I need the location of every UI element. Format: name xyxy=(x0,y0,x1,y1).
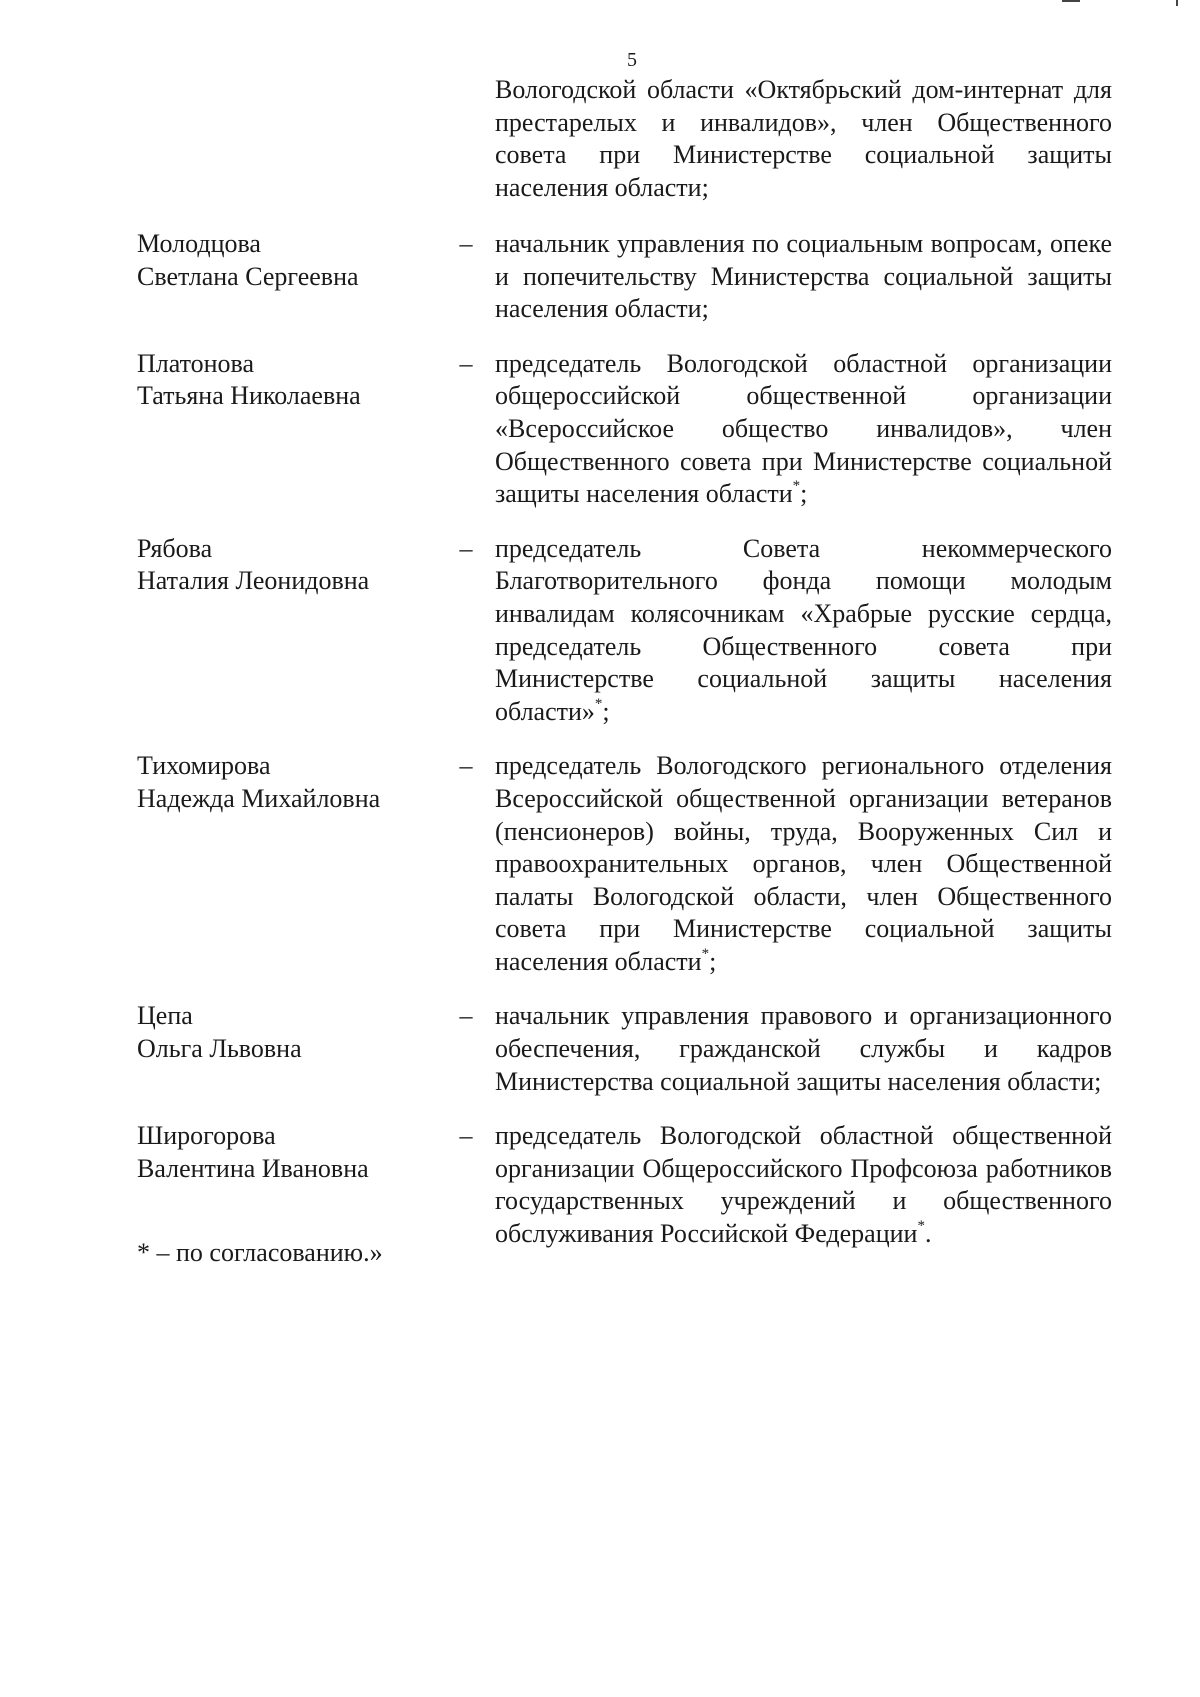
member-entry xyxy=(137,348,1112,511)
member-surname: Рябова xyxy=(137,533,213,563)
member-entry xyxy=(137,750,1112,978)
member-entry xyxy=(137,533,1112,729)
member-given-names: Валентина Ивановна xyxy=(137,1153,369,1183)
member-name xyxy=(137,1120,437,1250)
member-surname: Тихомирова xyxy=(137,751,271,781)
footnote: * – по согласованию.» xyxy=(137,1238,383,1267)
member-name xyxy=(137,348,437,511)
entry-ending: . xyxy=(924,1219,932,1249)
entry-ending: ; xyxy=(1094,1066,1102,1096)
dash-separator: – xyxy=(459,348,473,378)
member-position-text: председатель Совета некоммерческого Благотворительного фонда помощи молодым инвалидам колясочникам «Храбрые русские сердца, председатель Общественного совета при Министерстве социальной защиты населения области» xyxy=(495,533,1112,726)
member-surname: Цепа xyxy=(137,1001,193,1031)
member-position xyxy=(495,533,1112,729)
member-position-text: председатель Вологодской областной организации общероссийской общественной организации «Всероссийское общество инвалидов», член Общественного совета при Министерстве социальной защиты населения области xyxy=(495,348,1112,509)
member-entry xyxy=(137,228,1112,326)
scan-mark xyxy=(1176,0,1178,6)
member-given-names: Светлана Сергеевна xyxy=(137,261,359,291)
member-position xyxy=(495,750,1112,978)
member-position xyxy=(495,1000,1112,1098)
member-given-names: Надежда Михайловна xyxy=(137,783,381,813)
member-name xyxy=(137,228,437,326)
agreement-asterisk: * xyxy=(594,695,603,712)
member-position xyxy=(495,348,1112,511)
member-given-names: Татьяна Николаевна xyxy=(137,381,361,411)
member-position xyxy=(495,228,1112,326)
member-given-names: Ольга Львовна xyxy=(137,1034,302,1064)
member-name xyxy=(137,750,437,978)
continued-description: Вологодской области «Октябрьский дом-интернат для престарелых и инвалидов», член Общественного совета при Министерстве социальной защиты населения области; xyxy=(495,75,1112,202)
member-position-text: председатель Вологодской областной общественной организации Общероссийского Профсоюза работников государственных учреждений и общественного обслуживания Российской Федерации xyxy=(495,1121,1112,1249)
member-position-text: председатель Вологодского регионального отделения Всероссийской общественной организации ветеранов (пенсионеров) войны, труда, Вооруженных Сил и правоохранительных органов, член Общественной палаты Вологодской области, член Общественного совета при Министерстве социальной защиты населения области xyxy=(495,751,1112,976)
dash-separator: – xyxy=(459,229,473,258)
scan-mark xyxy=(1062,0,1080,2)
member-entry xyxy=(137,1120,1112,1250)
member-list xyxy=(137,228,1112,1273)
dash-separator: – xyxy=(459,1121,473,1151)
member-surname: Молодцова xyxy=(137,229,261,258)
member-surname: Широгорова xyxy=(137,1121,276,1151)
dash-separator: – xyxy=(459,751,473,781)
member-position xyxy=(495,1120,1112,1250)
page-number: 5 xyxy=(627,49,637,71)
agreement-asterisk: * xyxy=(792,478,801,495)
entry-ending: ; xyxy=(709,946,717,976)
agreement-asterisk: * xyxy=(917,1218,925,1235)
entry-ending: ; xyxy=(800,479,808,509)
member-surname: Платонова xyxy=(137,348,255,378)
dash-separator: – xyxy=(459,1001,473,1031)
member-position-text: начальник управления правового и организационного обеспечения, гражданской службы и кадров Министерства социальной защиты населения области xyxy=(495,1001,1112,1096)
member-name xyxy=(137,533,437,729)
entry-ending: ; xyxy=(701,294,709,324)
member-position-text: начальник управления по социальным вопросам, опеке и попечительству Министерства социальной защиты населения области xyxy=(495,229,1112,324)
member-name xyxy=(137,1000,437,1098)
member-given-names: Наталия Леонидовна xyxy=(137,566,370,596)
dash-separator: – xyxy=(459,533,473,563)
agreement-asterisk: * xyxy=(701,945,710,962)
entry-ending: ; xyxy=(602,696,610,726)
member-entry xyxy=(137,1000,1112,1098)
